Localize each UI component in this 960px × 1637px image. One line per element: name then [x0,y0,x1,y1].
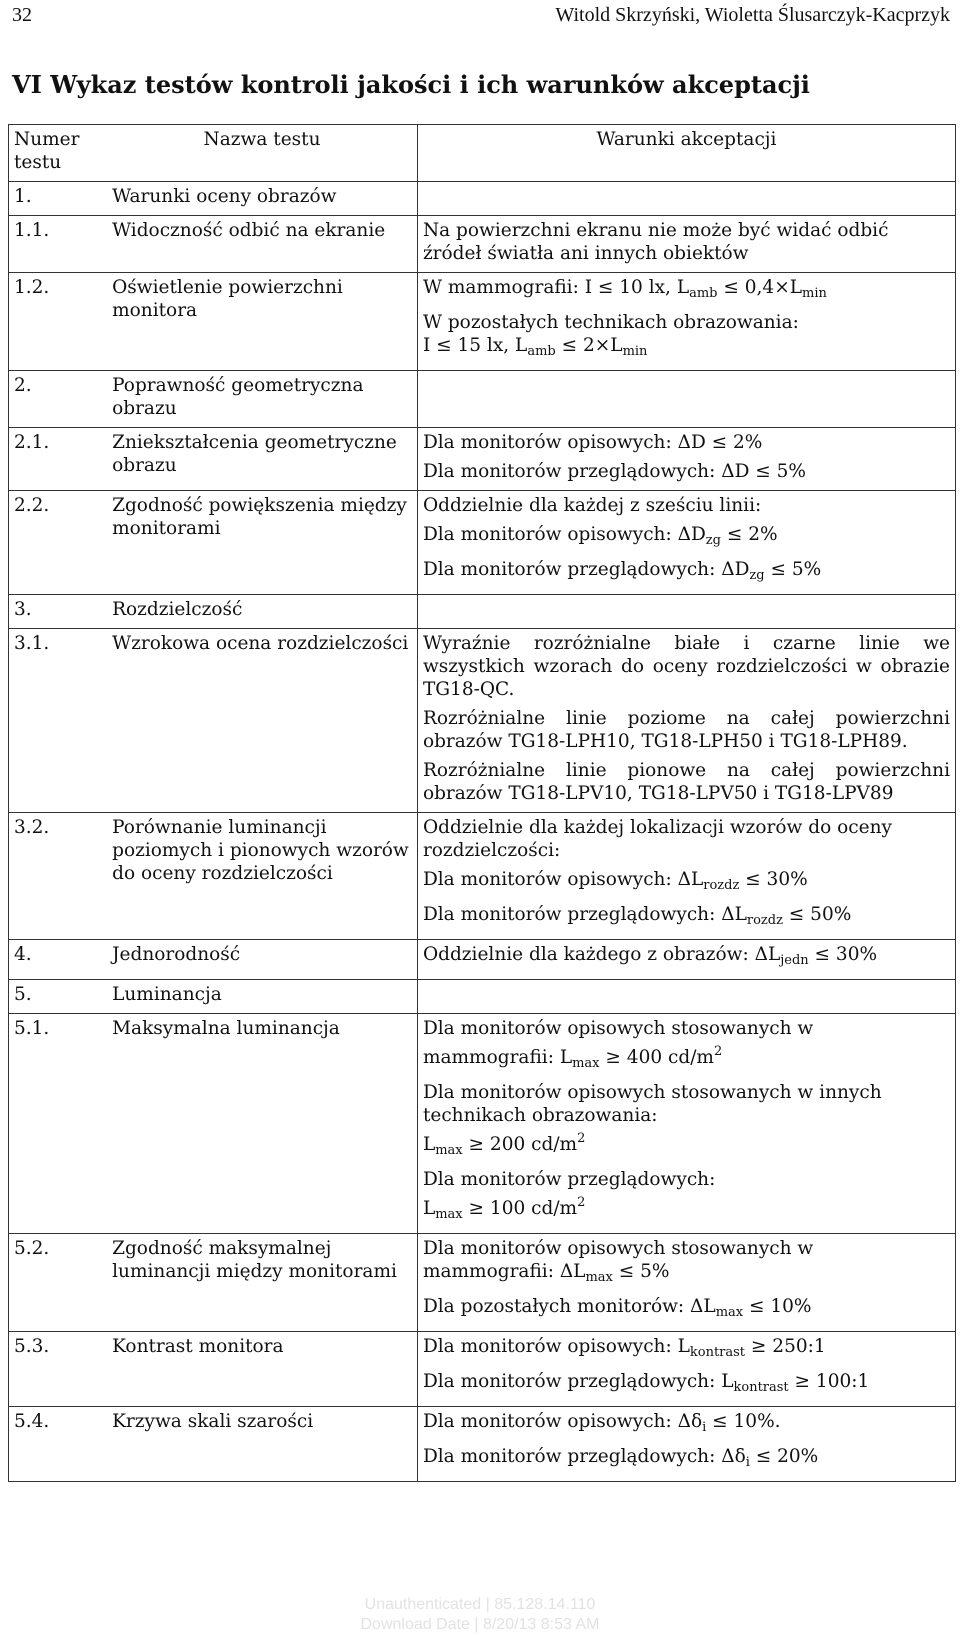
acceptance-conditions [417,491,955,595]
acceptance-conditions [417,595,955,629]
condition-line: Dla monitorów przeglądowych: $\Delta D_{zg} \le 5\%$ [422,559,822,583]
acceptance-conditions [417,940,955,980]
acceptance-conditions [417,1014,955,1234]
running-header-authors: Witold Skrzyński, Wioletta Ślusarczyk-Kacprzyk [555,4,950,26]
condition-line: Rozróżnialne linie poziome na całej powierzchni obrazów TG18-LPH10, TG18-LPH50 i TG18-LPH89. [422,708,950,752]
watermark-line-1: Unauthenticated | 85.128.14.110 [364,1596,596,1613]
table-row [9,428,956,491]
acceptance-conditions [417,1234,955,1332]
test-name: Krzywa skali szarości [107,1407,417,1482]
test-name: Luminancja [107,980,417,1014]
table-row [9,182,956,216]
condition-line: Dla monitorów przeglądowych: $\Delta L_{rozdz} \le 50\%$ [422,904,852,928]
acceptance-conditions [417,1407,955,1482]
test-number: 2.2. [9,491,108,595]
test-name: Oświetlenie powierzchni monitora [107,273,417,371]
test-name: Wzrokowa ocena rozdzielczości [107,629,417,813]
acceptance-conditions [417,182,955,216]
test-name: Maksymalna luminancja [107,1014,417,1234]
test-number: 3.2. [9,813,108,940]
test-name: Porównanie luminancji poziomych i pionowych wzorów do oceny rozdzielczości [107,813,417,940]
condition-line: Oddzielnie dla każdego z obrazów: $\Delta L_{jedn} \le 30\%$ [422,944,878,968]
test-number: 1.1. [9,216,108,273]
page-number: 32 [12,4,32,26]
condition-line: W mammografii: I ≤ 10 lx, $L_{amb} \le 0,4\times L_{min}$ [422,277,827,301]
header-test-name: Nazwa testu [107,125,417,182]
test-name: Poprawność geometryczna obrazu [107,371,417,428]
condition-line: Dla monitorów opisowych: ΔD ≤ 2% [422,432,763,453]
test-name: Kontrast monitora [107,1332,417,1407]
test-name: Widoczność odbić na ekranie [107,216,417,273]
condition-line: Dla monitorów opisowych stosowanych w innych technikach obrazowania: $L_{max} \ge 200$ $cd/m^2$ [422,1082,882,1158]
table-header-row [9,125,956,182]
condition-line: Dla monitorów przeglądowych: $L_{kontrast}$ ≥ 100:1 [422,1371,870,1395]
condition-line: Dla monitorów opisowych: $\Delta\delta_i \le 10\%$. [422,1411,781,1435]
test-number: 5.4. [9,1407,108,1482]
section-title: VI Wykaz testów kontroli jakości i ich warunków akceptacji [12,70,810,99]
test-number: 1. [9,182,108,216]
test-number: 5.1. [9,1014,108,1234]
condition-line: Dla monitorów przeglądowych: $L_{max} \ge 100$ $cd/m^2$ [422,1169,716,1222]
test-name: Zniekształcenia geometryczne obrazu [107,428,417,491]
condition-line: Dla monitorów opisowych stosowanych w mammografii: $\Delta L_{max} \le 5\%$ [422,1238,814,1285]
acceptance-conditions [417,428,955,491]
table-row [9,595,956,629]
watermark-line-2: Download Date | 8/20/13 8:53 AM [360,1616,600,1633]
header-test-number: Numer testu [9,125,108,182]
table-row [9,1014,956,1234]
table-row [9,980,956,1014]
table-row [9,216,956,273]
acceptance-conditions [417,980,955,1014]
test-number: 3. [9,595,108,629]
table-row [9,371,956,428]
test-name: Zgodność maksymalnej luminancji między monitorami [107,1234,417,1332]
table-row [9,273,956,371]
condition-line: Dla monitorów przeglądowych: ΔD ≤ 5% [422,461,807,482]
table-body [9,182,956,1482]
table-row [9,940,956,980]
condition-line: Dla monitorów opisowych: $L_{kontrast}$ ≥ 250:1 [422,1336,826,1360]
table-row [9,1407,956,1482]
acceptance-conditions [417,371,955,428]
condition-line: Dla monitorów opisowych stosowanych w mammografii: $L_{max} \ge 400$ $cd/m^2$ [422,1018,814,1071]
condition-line: Dla monitorów opisowych: $\Delta D_{zg} \le 2\%$ [422,524,778,548]
condition-line: Oddzielnie dla każdej lokalizacji wzorów do oceny rozdzielczości: [422,817,892,861]
condition-line: W pozostałych technikach obrazowania: I ≤ 15 lx, $L_{amb} \le 2\times L_{min}$ [422,312,799,359]
condition-line: Dla monitorów opisowych: $\Delta L_{rozdz} \le 30\%$ [422,869,808,893]
table-row [9,1332,956,1407]
test-number: 5. [9,980,108,1014]
acceptance-conditions [417,273,955,371]
test-number: 2. [9,371,108,428]
condition-line: Dla pozostałych monitorów: $\Delta L_{max} \le 10\%$ [422,1296,812,1320]
test-number: 1.2. [9,273,108,371]
qc-tests-table [8,124,956,1482]
table-row [9,491,956,595]
test-number: 3.1. [9,629,108,813]
condition-line: Na powierzchni ekranu nie może być widać odbić źródeł światła ani innych obiektów [422,220,889,264]
table-row [9,1234,956,1332]
test-name: Rozdzielczość [107,595,417,629]
condition-line: Oddzielnie dla każdej z sześciu linii: [422,495,762,516]
condition-line: Wyraźnie rozróżnialne białe i czarne linie we wszystkich wzorach do oceny rozdzielczości w obrazie TG18-QC. [422,633,950,700]
test-name: Zgodność powiększenia między monitorami [107,491,417,595]
condition-line: Dla monitorów przeglądowych: $\Delta\delta_i \le 20\%$ [422,1446,819,1470]
header-acceptance-conditions: Warunki akceptacji [417,125,955,182]
test-number: 2.1. [9,428,108,491]
test-number: 4. [9,940,108,980]
acceptance-conditions [417,813,955,940]
acceptance-conditions [417,629,955,813]
table-row [9,629,956,813]
test-number: 5.3. [9,1332,108,1407]
test-name: Jednorodność [107,940,417,980]
table-row [9,813,956,940]
condition-line: Rozróżnialne linie pionowe na całej powierzchni obrazów TG18-LPV10, TG18-LPV50 i TG18-LPV89 [422,760,950,804]
acceptance-conditions [417,1332,955,1407]
test-number: 5.2. [9,1234,108,1332]
acceptance-conditions [417,216,955,273]
test-name: Warunki oceny obrazów [107,182,417,216]
